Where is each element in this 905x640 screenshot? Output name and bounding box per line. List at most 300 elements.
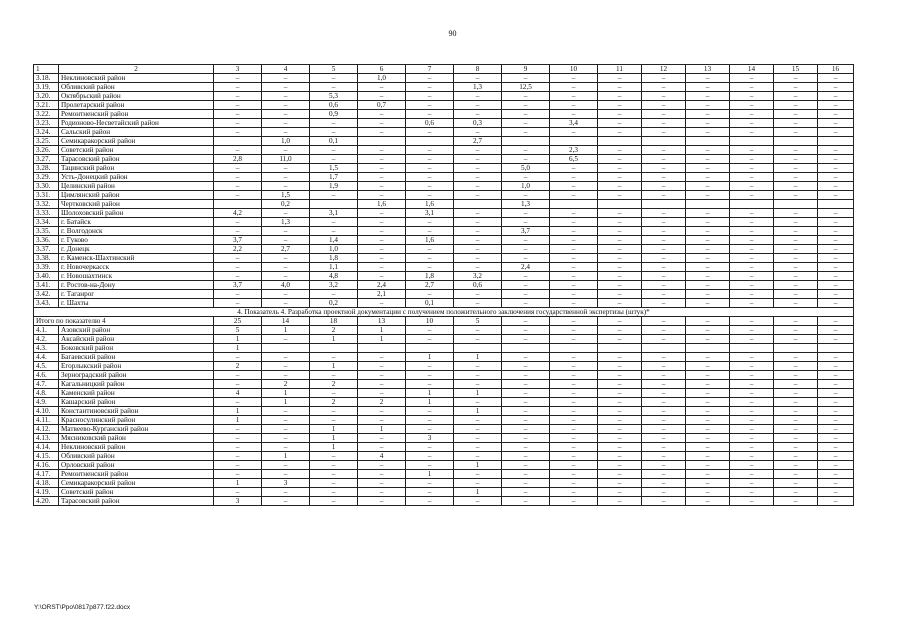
table-cell: – [686,299,730,308]
table-cell: – [818,353,854,362]
table-row [34,416,854,425]
table-cell: – [774,272,818,281]
table-cell: – [454,155,502,164]
table-cell: – [642,479,686,488]
table-cell: – [818,479,854,488]
table-cell: Багаевский район [59,353,214,362]
table-cell: – [550,488,598,497]
table-cell: 11,0 [262,155,310,164]
table-cell: – [598,245,642,254]
table-cell: – [774,227,818,236]
table-cell: – [502,236,550,245]
table-cell: – [774,299,818,308]
table-cell: – [774,407,818,416]
table-row [34,371,854,380]
table-cell: – [214,182,262,191]
table-cell: – [598,353,642,362]
table-cell: – [818,83,854,92]
table-cell: Ремонтненский район [59,470,214,479]
table-cell: – [454,209,502,218]
table-cell: 4.12. [34,425,59,434]
table-cell: 0,2 [262,200,310,209]
table-cell: – [774,155,818,164]
table-cell: 3 [214,497,262,506]
table-cell: 14 [730,65,774,74]
table-cell: Шолоховский район [59,209,214,218]
table-cell: 4.13. [34,434,59,443]
table-cell [730,344,774,353]
table-cell: 6 [358,65,406,74]
table-cell: – [454,92,502,101]
table-cell: – [774,254,818,263]
table-cell: – [262,290,310,299]
table-cell: – [454,470,502,479]
table-cell: – [550,290,598,299]
table-cell: – [550,128,598,137]
table-row [34,236,854,245]
table-cell: 8 [454,65,502,74]
table-cell: – [730,461,774,470]
table-cell: – [642,119,686,128]
table-cell: 2,7 [262,245,310,254]
table-cell [686,344,730,353]
table-cell: – [642,452,686,461]
table-cell: – [502,101,550,110]
table-cell: 1,3 [262,218,310,227]
table-cell: – [550,452,598,461]
table-cell: – [550,497,598,506]
table-cell: – [730,317,774,326]
table-cell: – [598,479,642,488]
table-cell [642,137,686,146]
table-cell: 1,1 [310,263,358,272]
table-cell: 2,7 [406,281,454,290]
table-cell: 10 [406,317,454,326]
table-cell: – [550,380,598,389]
table-cell: 3,7 [214,236,262,245]
table-cell: – [502,110,550,119]
table-cell: 4.7. [34,380,59,389]
table-cell: 1 [262,326,310,335]
table-cell: – [818,92,854,101]
table-cell: 1,6 [406,200,454,209]
table-cell: 1 [406,398,454,407]
table-cell: – [214,434,262,443]
table-row [34,173,854,182]
table-cell: 1 [454,488,502,497]
table-cell: – [686,218,730,227]
table-cell: – [818,146,854,155]
table-cell: – [550,398,598,407]
table-row [34,407,854,416]
table-cell: – [598,335,642,344]
table-body [34,65,854,506]
table-cell: – [818,425,854,434]
table-cell: – [598,164,642,173]
table-cell: – [502,416,550,425]
table-cell: – [598,398,642,407]
table-cell: 3.42. [34,290,59,299]
table-cell: – [502,146,550,155]
table-cell: – [502,371,550,380]
table-cell: – [214,488,262,497]
totals-row [34,317,854,326]
table-cell: – [262,74,310,83]
table-cell: – [774,317,818,326]
table-cell: – [550,479,598,488]
table-cell: 4.6. [34,371,59,380]
table-cell: – [550,371,598,380]
table-cell: – [730,497,774,506]
table-cell: Октябрьский район [59,92,214,101]
table-cell: – [502,407,550,416]
table-cell: – [262,263,310,272]
table-cell: 2 [310,380,358,389]
table-cell: – [642,128,686,137]
table-row [34,461,854,470]
table-cell: – [310,407,358,416]
table-cell: – [642,164,686,173]
table-cell [310,200,358,209]
table-cell: 1 [214,407,262,416]
table-cell: 3 [406,434,454,443]
table-cell: – [774,389,818,398]
table-cell: – [502,443,550,452]
section-title-row [34,308,854,317]
table-cell: 3.18. [34,74,59,83]
table-cell: – [686,227,730,236]
table-cell: – [454,380,502,389]
table-cell: – [502,218,550,227]
table-row [34,434,854,443]
table-cell: 3.27. [34,155,59,164]
table-cell: – [730,173,774,182]
table-cell: – [598,236,642,245]
table-cell: – [642,173,686,182]
table-cell: – [550,191,598,200]
table-cell: – [686,119,730,128]
table-cell: 3.43. [34,299,59,308]
table-cell: – [774,290,818,299]
table-cell: – [262,434,310,443]
table-cell: 1 [454,407,502,416]
table-cell [774,344,818,353]
table-cell: – [598,128,642,137]
table-cell: 10 [550,65,598,74]
table-cell: – [502,281,550,290]
table-cell: – [454,101,502,110]
table-cell: – [550,389,598,398]
table-cell: – [686,425,730,434]
table-row [34,191,854,200]
table-cell: – [598,362,642,371]
table-cell: – [686,92,730,101]
table-cell: – [642,227,686,236]
table-cell: 1 [406,470,454,479]
table-cell: – [818,173,854,182]
table-cell: Цимлянский район [59,191,214,200]
table-cell: 1 [358,425,406,434]
table-cell: – [502,335,550,344]
table-cell: – [730,371,774,380]
table-cell: – [686,452,730,461]
table-cell: – [730,425,774,434]
table-cell: – [358,380,406,389]
table-cell: – [774,362,818,371]
table-cell: – [310,479,358,488]
table-cell: – [358,353,406,362]
table-cell: – [730,353,774,362]
table-cell: 1,0 [358,74,406,83]
table-cell: г. Таганрог [59,290,214,299]
table-cell: – [818,335,854,344]
table-cell: – [686,236,730,245]
table-cell: 1 [454,389,502,398]
table-cell: – [502,353,550,362]
table-cell: Боковский район [59,344,214,353]
table-cell: – [818,380,854,389]
table-cell: – [454,146,502,155]
table-cell: 14 [262,317,310,326]
table-cell: – [686,182,730,191]
table-cell: Мясниковский район [59,434,214,443]
table-cell: – [774,119,818,128]
table-cell: – [502,488,550,497]
table-cell: – [358,416,406,425]
table-cell: – [406,227,454,236]
table-cell: – [642,272,686,281]
table-cell: – [642,299,686,308]
table-cell: – [550,218,598,227]
table-cell: – [642,488,686,497]
table-cell: – [774,470,818,479]
table-cell: 3,2 [310,281,358,290]
table-cell: 3.25. [34,137,59,146]
table-cell: – [262,470,310,479]
table-cell: – [262,128,310,137]
table-cell: 3.32. [34,200,59,209]
table-cell: – [686,326,730,335]
table-cell: – [262,146,310,155]
table-cell: – [502,92,550,101]
table-cell: – [642,209,686,218]
table-cell: – [310,74,358,83]
table-cell: – [310,218,358,227]
table-cell: – [550,236,598,245]
table-cell: – [262,488,310,497]
table-cell: 4.10. [34,407,59,416]
table-cell: – [598,254,642,263]
table-cell: 3.22. [34,110,59,119]
table-cell: – [730,209,774,218]
table-cell: – [598,92,642,101]
table-cell: – [818,101,854,110]
table-cell: – [598,182,642,191]
table-cell: 3.41. [34,281,59,290]
table-row [34,452,854,461]
table-cell: – [774,173,818,182]
table-cell: 3 [262,479,310,488]
table-cell: – [406,443,454,452]
table-cell: Советский район [59,488,214,497]
table-cell: г. Новошахтинск [59,272,214,281]
table-cell: – [406,488,454,497]
table-cell: 2,1 [358,290,406,299]
table-cell: – [774,380,818,389]
table-cell: – [358,164,406,173]
table-cell: – [774,353,818,362]
table-cell: – [818,443,854,452]
table-cell [598,137,642,146]
table-cell: – [818,254,854,263]
table-cell: – [642,146,686,155]
table-cell: – [406,74,454,83]
table-cell: – [686,146,730,155]
table-cell: – [358,146,406,155]
table-cell: – [730,119,774,128]
table-cell: – [406,263,454,272]
table-cell: – [262,362,310,371]
table-cell: – [598,425,642,434]
table-cell: – [642,443,686,452]
table-cell [774,200,818,209]
table-cell: 3.19. [34,83,59,92]
table-cell: – [730,245,774,254]
table-cell: – [730,92,774,101]
table-cell: – [358,443,406,452]
table-row [34,326,854,335]
table-cell: 3,7 [502,227,550,236]
table-cell: – [730,281,774,290]
table-cell: – [730,488,774,497]
table-cell: – [262,254,310,263]
table-cell: – [406,245,454,254]
table-cell: 1,8 [406,272,454,281]
table-cell: – [406,452,454,461]
table-cell: – [358,434,406,443]
table-cell: 0,2 [310,299,358,308]
table-cell: Обливский район [59,452,214,461]
table-cell: – [406,164,454,173]
table-cell: – [262,443,310,452]
table-cell: – [358,407,406,416]
table-cell: – [642,425,686,434]
table-cell: Каменский район [59,389,214,398]
table-cell: – [214,128,262,137]
table-cell: 1 [214,344,262,353]
table-row [34,281,854,290]
table-cell: 2 [310,326,358,335]
table-cell: Целинский район [59,182,214,191]
table-cell: 1 [454,353,502,362]
table-cell: – [358,479,406,488]
table-cell: – [686,488,730,497]
table-cell: 6,5 [550,155,598,164]
table-cell: – [642,74,686,83]
table-cell: – [730,416,774,425]
table-cell: – [214,452,262,461]
table-cell: 4.20. [34,497,59,506]
table-cell: – [598,434,642,443]
table-row [34,164,854,173]
table-cell: – [642,371,686,380]
table-cell: Тацинский район [59,164,214,173]
table-cell: – [262,209,310,218]
table-cell: – [598,470,642,479]
table-cell: – [502,155,550,164]
table-cell: – [642,407,686,416]
table-cell: 4.3. [34,344,59,353]
table-cell: – [774,479,818,488]
table-cell: 5,3 [310,92,358,101]
table-cell: – [214,371,262,380]
table-row [34,290,854,299]
table-cell: – [550,353,598,362]
table-cell: – [310,497,358,506]
table-row [34,299,854,308]
table-cell: – [642,218,686,227]
table-cell: – [818,452,854,461]
table-cell: – [550,263,598,272]
table-cell: – [214,461,262,470]
table-cell: 5 [310,65,358,74]
table-cell: – [818,218,854,227]
table-cell: – [454,299,502,308]
table-cell: – [730,299,774,308]
table-row [34,209,854,218]
table-cell: – [502,173,550,182]
table-cell: 3.20. [34,92,59,101]
table-cell: – [642,380,686,389]
table-row [34,182,854,191]
table-cell: – [454,128,502,137]
table-cell: 0,9 [310,110,358,119]
table-cell: – [358,461,406,470]
table-cell: – [642,245,686,254]
table-cell: – [730,218,774,227]
table-cell: – [454,443,502,452]
table-cell: – [502,299,550,308]
table-cell: – [550,83,598,92]
table-cell: – [642,416,686,425]
table-cell: 4.9. [34,398,59,407]
table-cell: – [406,146,454,155]
table-cell: – [774,128,818,137]
table-cell: – [406,155,454,164]
table-cell: 4.2. [34,335,59,344]
table-cell: – [774,452,818,461]
table-cell: – [214,470,262,479]
table-cell: – [686,245,730,254]
table-cell: – [550,272,598,281]
table-row [34,353,854,362]
table-cell: – [642,155,686,164]
table-cell: 4.14. [34,443,59,452]
table-cell: – [598,461,642,470]
table-cell: – [730,434,774,443]
table-row [34,389,854,398]
table-cell: 3,1 [310,209,358,218]
table-cell: – [358,254,406,263]
table-cell: 1 [358,326,406,335]
table-cell: – [686,317,730,326]
table-cell: 2,4 [358,281,406,290]
table-cell: – [310,488,358,497]
table-cell: – [406,182,454,191]
table-cell: 3.37. [34,245,59,254]
table-cell: Обливский район [59,83,214,92]
table-cell: 0,1 [310,137,358,146]
